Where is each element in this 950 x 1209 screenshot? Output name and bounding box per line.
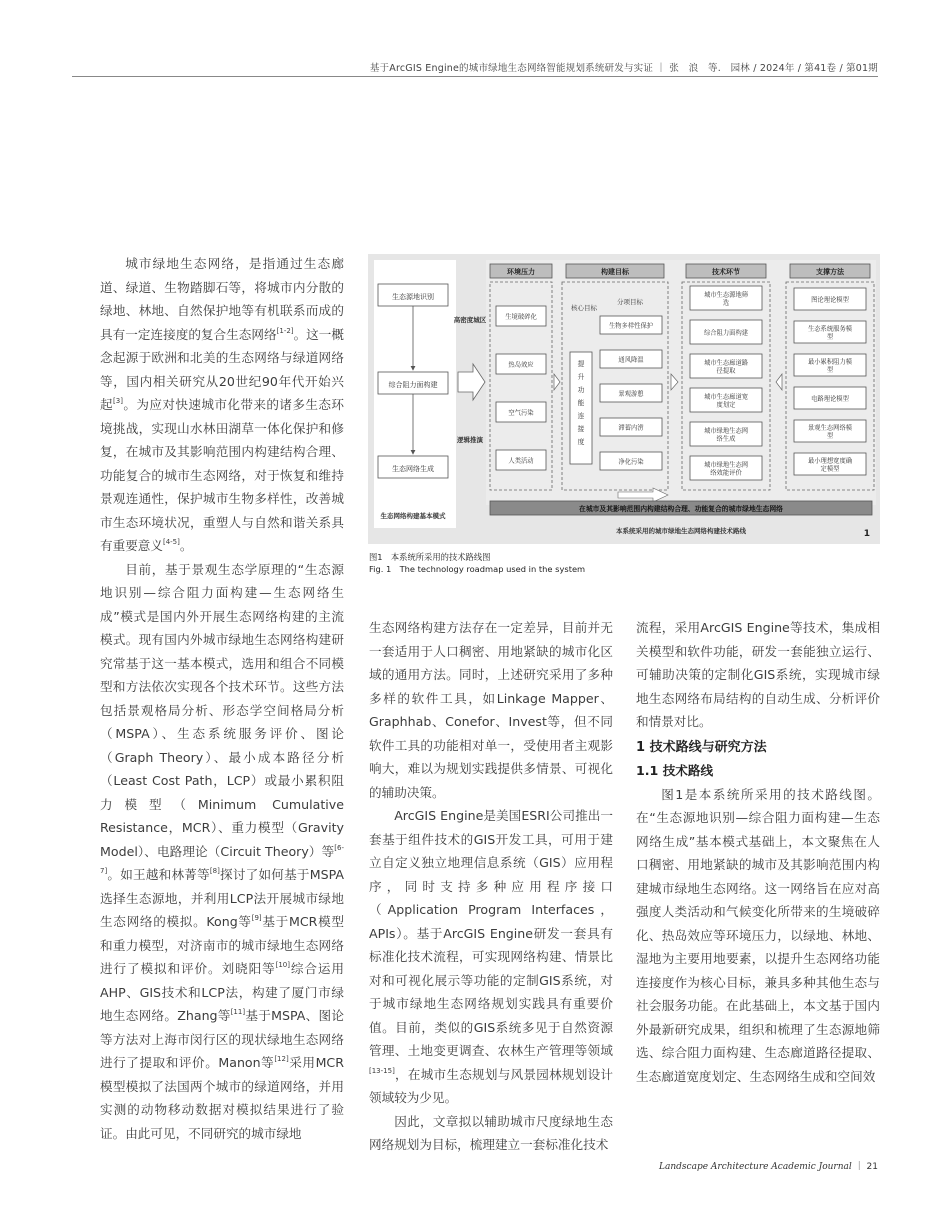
paragraph: 流程，采用ArcGIS Engine等技术，集成相关模型和软件功能，研发一套能独立运行、可辅助决策的定制化GIS系统，实现城市绿地生态网络布局结构的自动生成、分析评价和情景对比。 [636,620,880,729]
header-rule [72,76,878,77]
pressure-box-label: 人类活动 [508,457,534,465]
step-box-label: 综合阻力面构建 [703,329,749,337]
method-box-label: 型 [826,333,834,341]
pressure-box-label: 空气污染 [508,409,534,417]
core-goal-char: 提 [577,360,585,368]
method-box-label: 图论理论模型 [811,296,849,304]
subsection-heading: 1.1 技术路线 [636,763,714,778]
paragraph: 目前，基于景观生态学原理的“生态源地识别—综合阻力面构建—生态网络生成”模式是国内外开展生态网络构建的主流模式。现有国内外城市绿地生态网络构建研究常基于这一基本模式，选用和组合不同模型和方法依次实现各个技术环节。这些方法包括景观格局分析、形态学空间格局分析（MSPA）、生态系统服务评价、图论（Graph Theory）、最小成本路径分析（Least Cost Path，LCP）或最小累积阻力模型（Minimum Cumulative Resistance，MCR）、重力模型（Gravity Model）、电路理论（Circuit Theory）等[6-7]。如王越和林菁等[8]探讨了如何基于MSPA选择生态源地，并利用LCP法开展城市绿地生态网络的模拟。Kong等[9]基于MCR模型和重力模型，对济南市的城市绿地生态网络进行了模拟和评价。刘晓阳等[10]综合运用AHP、GIS技术和LCP法，构建了厦门市绿地生态网络。Zhang等[11]基于MSPA、图论等方法对上海市闵行区的现状绿地生态网络进行了提取和评价。Manon等[12]采用MCR模型模拟了法国两个城市的绿道网络，并用实测的动物移动数据对模拟结果进行了验证。由此可见，不同研究的城市绿地 [100,561,345,1141]
paragraph: 生态网络构建方法存在一定差异，目前并无一套适用于人口稠密、用地紧缺的城市化区域的通用方法。同时，上述研究采用了多种多样的软件工具，如Linkage Mapper、Graphhab、Conefor、Invest等，但不同软件工具的功能相对单一，受使用者主观影响大，难以为规划实践提供多情景、可视化的辅助决策。 [369,620,613,800]
caption-zh: 图1 本系统所采用的技术路线图 [369,552,491,562]
core-goal-label: 核心目标 [571,304,597,312]
goal-box-label: 生物多样性保护 [608,322,654,330]
node-label: 生态源地识别 [392,293,434,301]
step-box-label: 城市生态廊道宽 [703,393,749,401]
journal-name: Landscape Architecture Academic Journal [659,1162,852,1172]
core-goal-char: 能 [577,399,585,407]
core-goal-char: 功 [577,386,585,394]
text-column-3 [636,616,880,1088]
core-goal-char: 连 [577,412,585,420]
method-box-label: 最小理想宽度确 [807,457,853,465]
method-box-label: 型 [826,432,834,440]
page-footer [659,1159,878,1172]
framework-caption: 本系统采用的城市绿地生态网络构建技术路线 [616,527,746,535]
method-box-label: 最小累积阻力模 [807,358,853,366]
figure-number: 1 [863,529,870,539]
method-box-label: 生态系统服务模 [807,325,853,333]
node-label: 综合阻力面构建 [388,381,438,389]
step-box-label: 络效能评价 [710,469,742,477]
footer-separator: ｜ [854,1162,864,1172]
sub-goal-label: 分项目标 [617,298,643,306]
pressure-box-label: 生境破碎化 [505,313,537,321]
step-box-label: 径提取 [716,367,736,375]
step-box-label: 城市生态廊道路 [703,359,749,367]
deduction-arrow [458,364,485,400]
goal-box-label: 滞蓄内涝 [618,424,644,432]
pressure-box-label: 热岛效应 [508,361,534,369]
step-box-label: 城市绿地生态网 [703,461,749,469]
step-box-label: 络生成 [716,435,736,443]
step-box-label: 度划定 [716,401,736,409]
running-header: 基于ArcGIS Engine的城市绿地生态网络智能规划系统研发与实证 ｜ 张 浪 等. 园林 / 2024年 / 第41卷 / 第01期 [369,63,878,74]
step-box-label: 城市生态源地筛 [703,291,749,299]
basic-mode-caption: 生态网络构建基本模式 [380,512,446,520]
method-box-label: 型 [826,366,834,374]
core-goal-char: 接 [577,425,585,433]
bottom-bar-label: 在城市及其影响范围内构建结构合理、功能复合的城市绿地生态网络 [579,505,783,513]
figure-caption [369,551,585,575]
paragraph: ArcGIS Engine是美国ESRI公司推出一套基于组件技术的GIS开发工具，可用于建立自定义独立地理信息系统（GIS）应用程序，同时支持多种应用程序接口（Application Program Interfaces，APIs）。基于ArcGIS Engine研发一套具有标准化技术流程，可实现网络构建、情景比对和可视化展示等功能的定制GIS系统，对于城市绿地生态网络规划实践具有重要价值。目前，类似的GIS系统多见于自然资源管理、土地变更调查、农林生产管理等领域[13-15]，在城市生态规划与风景园林规划设计领域较为少见。 [369,808,613,1105]
method-box-label: 景观生态网络模 [807,424,853,432]
technology-roadmap-figure [368,254,880,544]
arrow-label-top: 高密度城区 [453,316,487,324]
goal-box-label: 净化污染 [618,458,644,466]
goal-box-label: 景观游憩 [618,390,644,398]
section-heading: 1 技术路线与研究方法 [636,739,767,755]
page-number: 21 [866,1162,878,1172]
col-header: 技术环节 [712,268,740,276]
core-goal-box [570,352,592,464]
method-box-label: 定模型 [820,465,840,473]
paragraph: 因此，文章拟以辅助城市尺度绿地生态网络规划为目标，梳理建立一套标准化技术 [369,1113,613,1152]
text-column-1 [100,252,344,1145]
col-header: 构建目标 [601,268,629,276]
caption-en: Fig. 1 The technology roadmap used in the system [369,564,586,574]
method-box-label: 电路理论模型 [811,395,849,403]
step-box-label: 城市绿地生态网 [703,427,749,435]
paragraph: 城市绿地生态网络，是指通过生态廊道、绿道、生物踏脚石等，将城市内分散的绿地、林地、自然保护地等有机联系而成的具有一定连接度的复合生态网络[1-2]。这一概念起源于欧洲和北美的生态网络与绿道网络等，国内相关研究从20世纪90年代开始兴起[3]。为应对快速城市化带来的诸多生态环境挑战，实现山水林田湖草一体化保护和修复，在城市及其影响范围内构建结构合理、功能复合的城市生态网络，对于恢复和维持景观连通性，保护城市生物多样性，改善城市生态环境状况，重塑人与自然和谐关系具有重要意义[4-5]。 [100,256,345,553]
node-label: 生态网络生成 [392,465,434,473]
text-column-2 [369,616,613,1157]
col-header: 环境压力 [507,268,535,276]
paragraph: 图1是本系统所采用的技术路线图。在“生态源地识别—综合阻力面构建—生态网络生成”基本模式基础上，本文聚焦在人口稠密、用地紧缺的城市及其影响范围内构建城市绿地生态网络。这一网络旨在应对高强度人类活动和气候变化所带来的生境破碎化、热岛效应等环境压力，以绿地、林地、湿地为主要用地要素，以提升生态网络功能连接度作为核心目标，兼具多种其他生态与社会服务功能。在此基础上，本文基于国内外最新研究成果，组织和梳理了生态源地筛选、综合阻力面构建、生态廊道路径提取、生态廊道宽度划定、生态网络生成和空间效 [636,786,880,1084]
core-goal-char: 升 [577,373,585,381]
col-header: 支撑方法 [816,268,844,276]
arrow-label-bottom: 逻辑推演 [457,436,483,444]
goal-box-label: 通风降温 [618,356,644,364]
core-goal-char: 度 [577,438,585,446]
step-box-label: 选 [722,299,730,307]
